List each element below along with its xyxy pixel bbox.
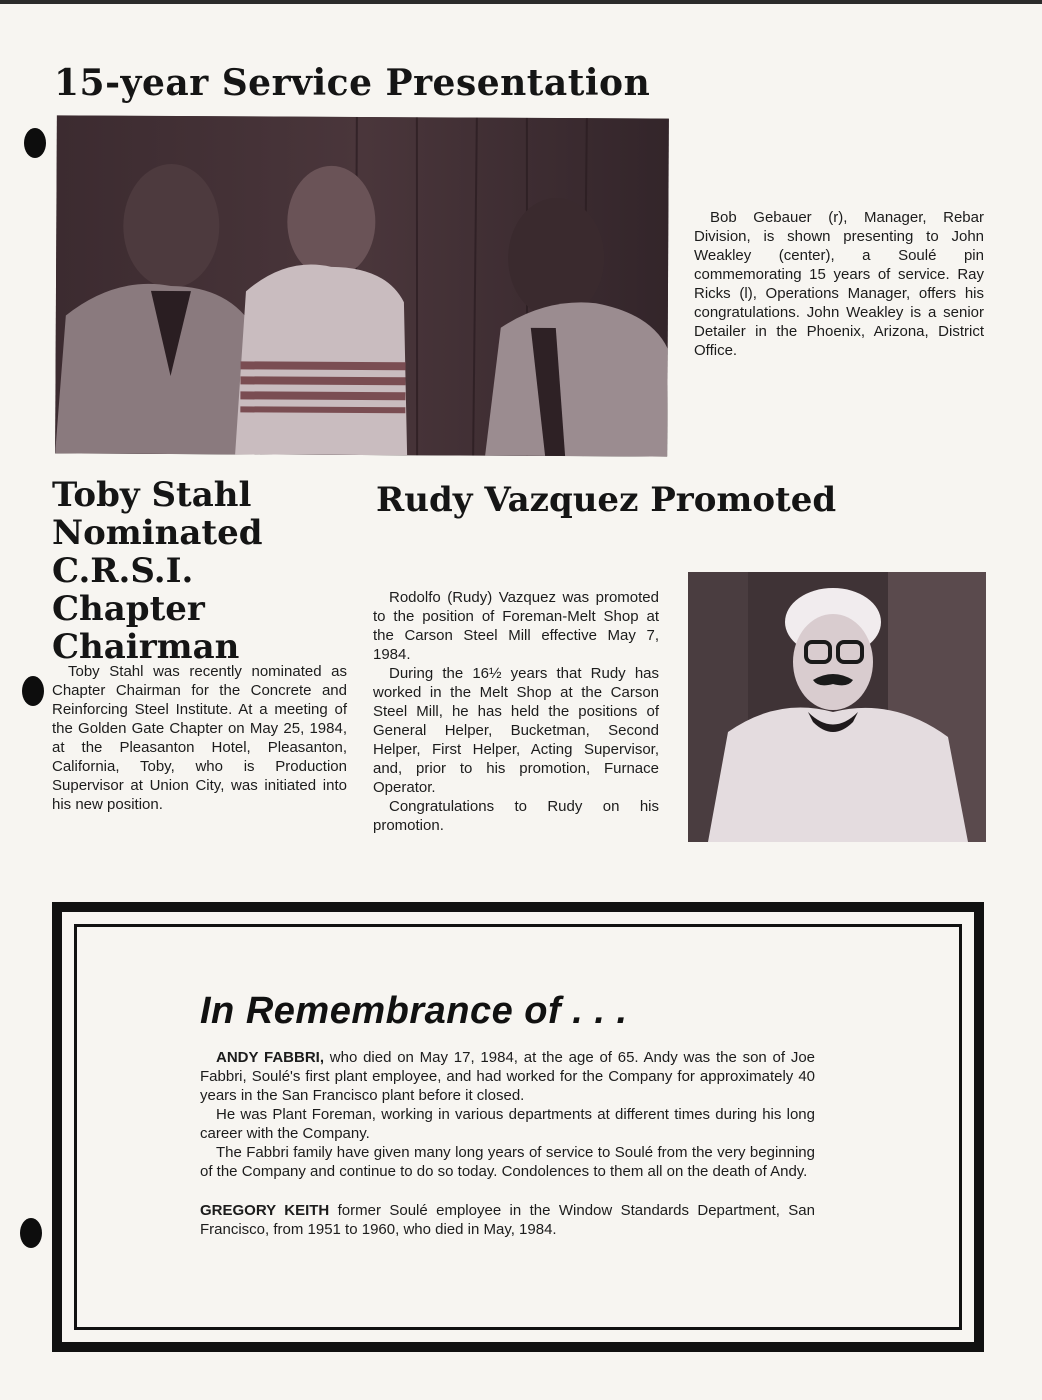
page-top-edge	[0, 0, 1042, 4]
punch-hole-middle	[22, 676, 44, 706]
rudy-vazquez-heading: Rudy Vazquez Promoted	[376, 480, 837, 520]
service-presentation-photo	[55, 115, 669, 456]
toby-heading-line-3: C.R.S.I. Chapter	[52, 551, 205, 629]
remembrance-article	[200, 1048, 815, 1239]
toby-stahl-paragraph: Toby Stahl was recently nominated as Chapter Chairman for the Concrete and Reinforcing Steel Institute. At a meeting of the Golden Gate Chapter on May 25, 1984, at the Pleasanton Hotel, Pleasanton, California, Toby, who is Production Supervisor at Union City, was initiated into his new position.	[52, 663, 347, 813]
rudy-paragraph-2: During the 16½ years that Rudy has worked in the Melt Shop at the Carson Steel Mill, he has held the positions of General Helper, Bucketman, Second Helper, First Helper, Acting Supervisor, and, prior to his promotion, Furnace Operator.	[373, 665, 659, 796]
rudy-paragraph-1: Rodolfo (Rudy) Vazquez was promoted to the position of Foreman-Melt Shop at the Carson Steel Mill effective May 7, 1984.	[373, 589, 659, 663]
service-photo-figures	[55, 115, 669, 456]
toby-heading-line-2: Nominated	[52, 513, 263, 553]
rudy-vazquez-photo	[688, 572, 986, 842]
remembrance-heading: In Remembrance of . . .	[200, 990, 628, 1032]
punch-hole-top	[24, 128, 46, 158]
service-presentation-heading: 15-year Service Presentation	[54, 62, 651, 104]
toby-heading-line-4: Chairman	[52, 627, 240, 667]
gregory-keith-paragraph	[200, 1201, 815, 1239]
gregory-keith-name: GREGORY KEITH	[200, 1202, 330, 1219]
rudy-photo-portrait	[688, 572, 986, 842]
toby-stahl-heading	[52, 476, 352, 666]
punch-hole-bottom	[20, 1218, 42, 1248]
andy-fabbri-paragraph-2: He was Plant Foreman, working in various departments at different times during his long career with the Company.	[200, 1106, 815, 1142]
rudy-vazquez-article	[373, 588, 659, 835]
andy-fabbri-text: who died on May 17, 1984, at the age of 65. Andy was the son of Joe Fabbri, Soulé's first plant employee, and had worked for the Company for approximately 40 years in the San Francisco plant before it closed.	[200, 1049, 815, 1104]
andy-fabbri-name: ANDY FABBRI,	[216, 1049, 325, 1066]
toby-heading-line-1: Toby Stahl	[52, 475, 252, 515]
gregory-keith-text: former Soulé employee in the Window Standards Department, San Francisco, from 1951 to 1960, who died in May, 1984.	[200, 1202, 815, 1238]
service-presentation-caption: Bob Gebauer (r), Manager, Rebar Division, is shown presenting to John Weakley (center), a Soulé pin commemorating 15 years of service. Ray Ricks (l), Operations Manager, offers his congratulations. John Weakley is a senior Detailer in the Phoenix, Arizona, District Office.	[694, 209, 984, 359]
rudy-paragraph-3: Congratulations to Rudy on his promotion.	[373, 798, 659, 834]
andy-fabbri-paragraph-1	[200, 1048, 815, 1105]
andy-fabbri-paragraph-3: The Fabbri family have given many long years of service to Soulé from the very beginning of the Company and continue to do so today. Condolences to them all on the death of Andy.	[200, 1144, 815, 1180]
toby-stahl-article	[52, 662, 347, 814]
